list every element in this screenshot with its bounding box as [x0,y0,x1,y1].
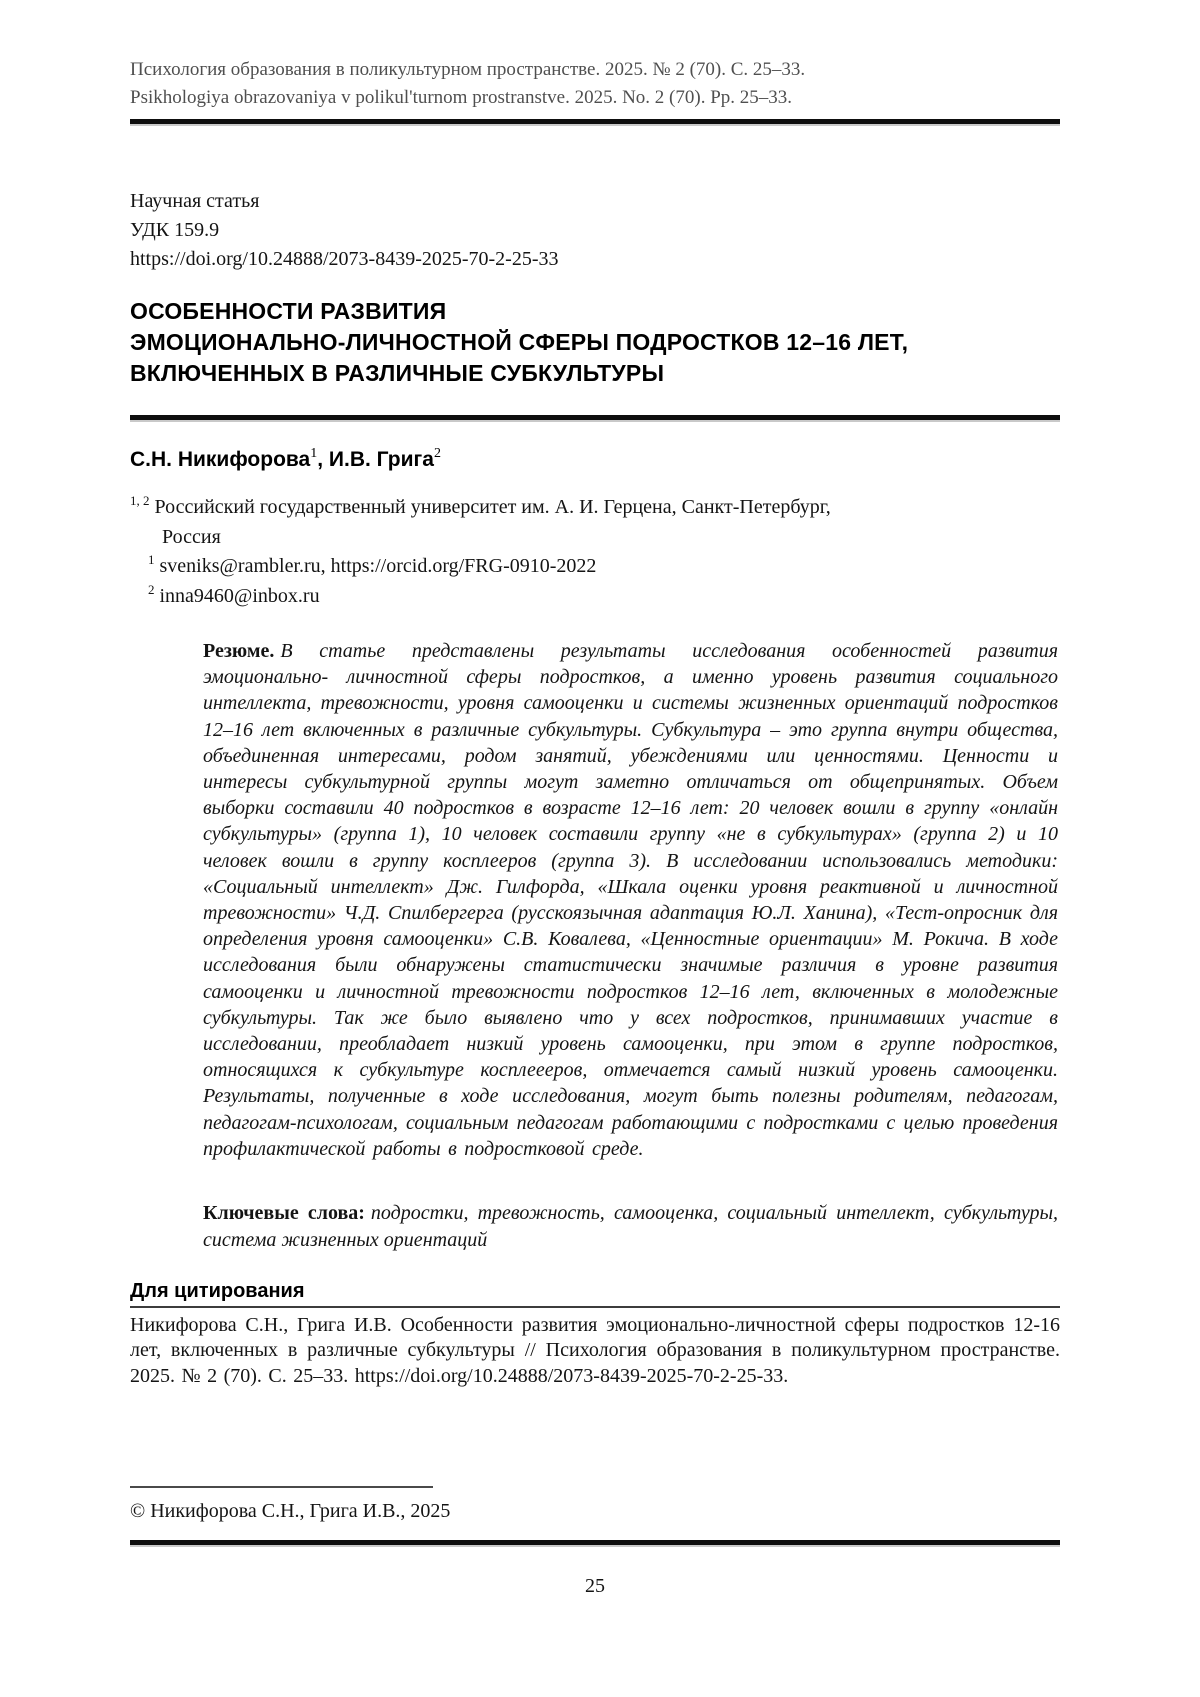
article-title-line: ВКЛЮЧЕННЫХ В РАЗЛИЧНЫЕ СУБКУЛЬТУРЫ [130,360,665,386]
author-name: И.В. Грига [328,448,434,471]
keywords-text: подростки, тревожность, самооценка, социальный интеллект, субкультуры, система жизненных ориентаций [203,1202,1058,1251]
author-affiliation-superscript: 2 [433,446,441,461]
authors-line [130,445,1060,475]
header-divider-rule [130,119,1060,124]
affiliation-country: Россия [162,525,221,548]
running-head-transliteration: Psikhologiya obrazovaniya v polikul'turnom prostranstve. 2025. No. 2 (70). Pp. 25–33. [130,87,793,108]
affiliation-superscript: 1, 2 [130,493,150,509]
affiliation-line: Российский государственный университет им. А. И. Герцена, Санкт-Петербург, [154,496,831,518]
affiliation-university [130,493,1060,552]
doi-link: https://doi.org/10.24888/2073-8439-2025-70-2-25-33 [130,248,559,270]
running-head-russian: Психология образования в поликультурном пространстве. 2025. № 2 (70). С. 25–33. [130,59,806,80]
article-title-line: ЭМОЦИОНАЛЬНО-ЛИЧНОСТНОЙ СФЕРЫ ПОДРОСТКОВ 12–16 ЛЕТ, [130,329,909,355]
footer-divider-rule [130,1540,1060,1545]
citation-text: Никифорова С.Н., Грига И.В. Особенности развития эмоционально-личностной сферы подростков 12-16 лет, включенных в различные субкультуры // Психология образования в поликультурном пространстве. 2025. № 2 (70). С. 25–33. https://doi.org/10.24888/2073-8439-2025-70-2-25-33. [130,1314,1060,1387]
title-divider-rule [130,415,1060,420]
copyright-line: © Никифорова С.Н., Грига И.В., 2025 [130,1500,451,1522]
udc-code: УДК 159.9 [130,219,220,241]
author-affiliation-superscript: 1 [310,446,318,461]
contact-superscript: 1 [148,552,155,568]
footnote-separator-rule [130,1486,433,1488]
affiliation-block [130,493,1060,611]
author-email-orcid: sveniks@rambler.ru, https://orcid.org/FRG-0910-2022 [159,555,597,577]
citation-section-heading: Для цитирования [130,1278,1060,1308]
article-title [130,296,1060,389]
authors-separator: , [317,448,329,471]
author-name: С.Н. Никифорова [130,448,311,471]
article-meta [130,187,1060,274]
author-contact [130,582,1060,612]
keywords-paragraph [203,1200,1058,1253]
article-type-label: Научная статья [130,190,260,212]
author-email: inna9460@inbox.ru [159,584,320,607]
keywords-label: Ключевые слова: [203,1202,365,1224]
author-contact [130,552,1060,582]
abstract-text: В статье представлены результаты исследования особенностей развития эмоционально- личностной сферы подростков, а именно уровень развития социального интеллекта, тревожности, уровня самооценки и системы жизненных ориентаций подростков 12–16 лет включенных в различные субкультуры. Субкультура – это группа внутри общества, объединенная интересами, родом занятий, убеждениями или ценностями. Ценности и интересы субкультурной группы могут заметно отличаться от общепринятых. Объем выборки составили 40 подростков в возрасте 12–16 лет: 20 человек вошли в группу «онлайн субкультуры» (группа 1), 10 человек составили группу «не в субкультурах» (группа 2) и 10 человек вошли в группу косплееров (группа 3). В исследовании использовались методики: «Социальный интеллект» Дж. Гилфорда, «Шкала оценки уровня реактивной и личностной тревожности» Ч.Д. Спилбергерга (русскоязычная адаптация Ю.Л. Ханина), «Тест-опросник для определения уровня самооценки» С.В. Ковалева, «Ценностные ориентации» М. Рокича. В ходе исследования были обнаружены статистически значимые различия в уровне развития самооценки и личностной тревожности подростков 12–16 лет, включенных в молодежные субкультуры. Так же было выявлено что у всех подростков, принимавших участие в исследовании, преобладает низкий уровень самооценки, при этом в группе подростков, относящихся к субкультуре косплеееров, отмечается самый низкий уровень самооценки. Результаты, полученные в ходе исследования, могут быть полезны родителям, педагогам, педагогам-психологам, социальным педагогам работающими с подростками с целью проведения профилактической работы в подростковой среде. [203,640,1058,1160]
article-title-line: ОСОБЕННОСТИ РАЗВИТИЯ [130,298,447,324]
contact-superscript: 2 [148,581,155,597]
abstract-paragraph [203,638,1058,1162]
abstract-label: Резюме. [203,640,275,662]
running-head [130,56,1060,112]
page-number: 25 [585,1575,605,1597]
